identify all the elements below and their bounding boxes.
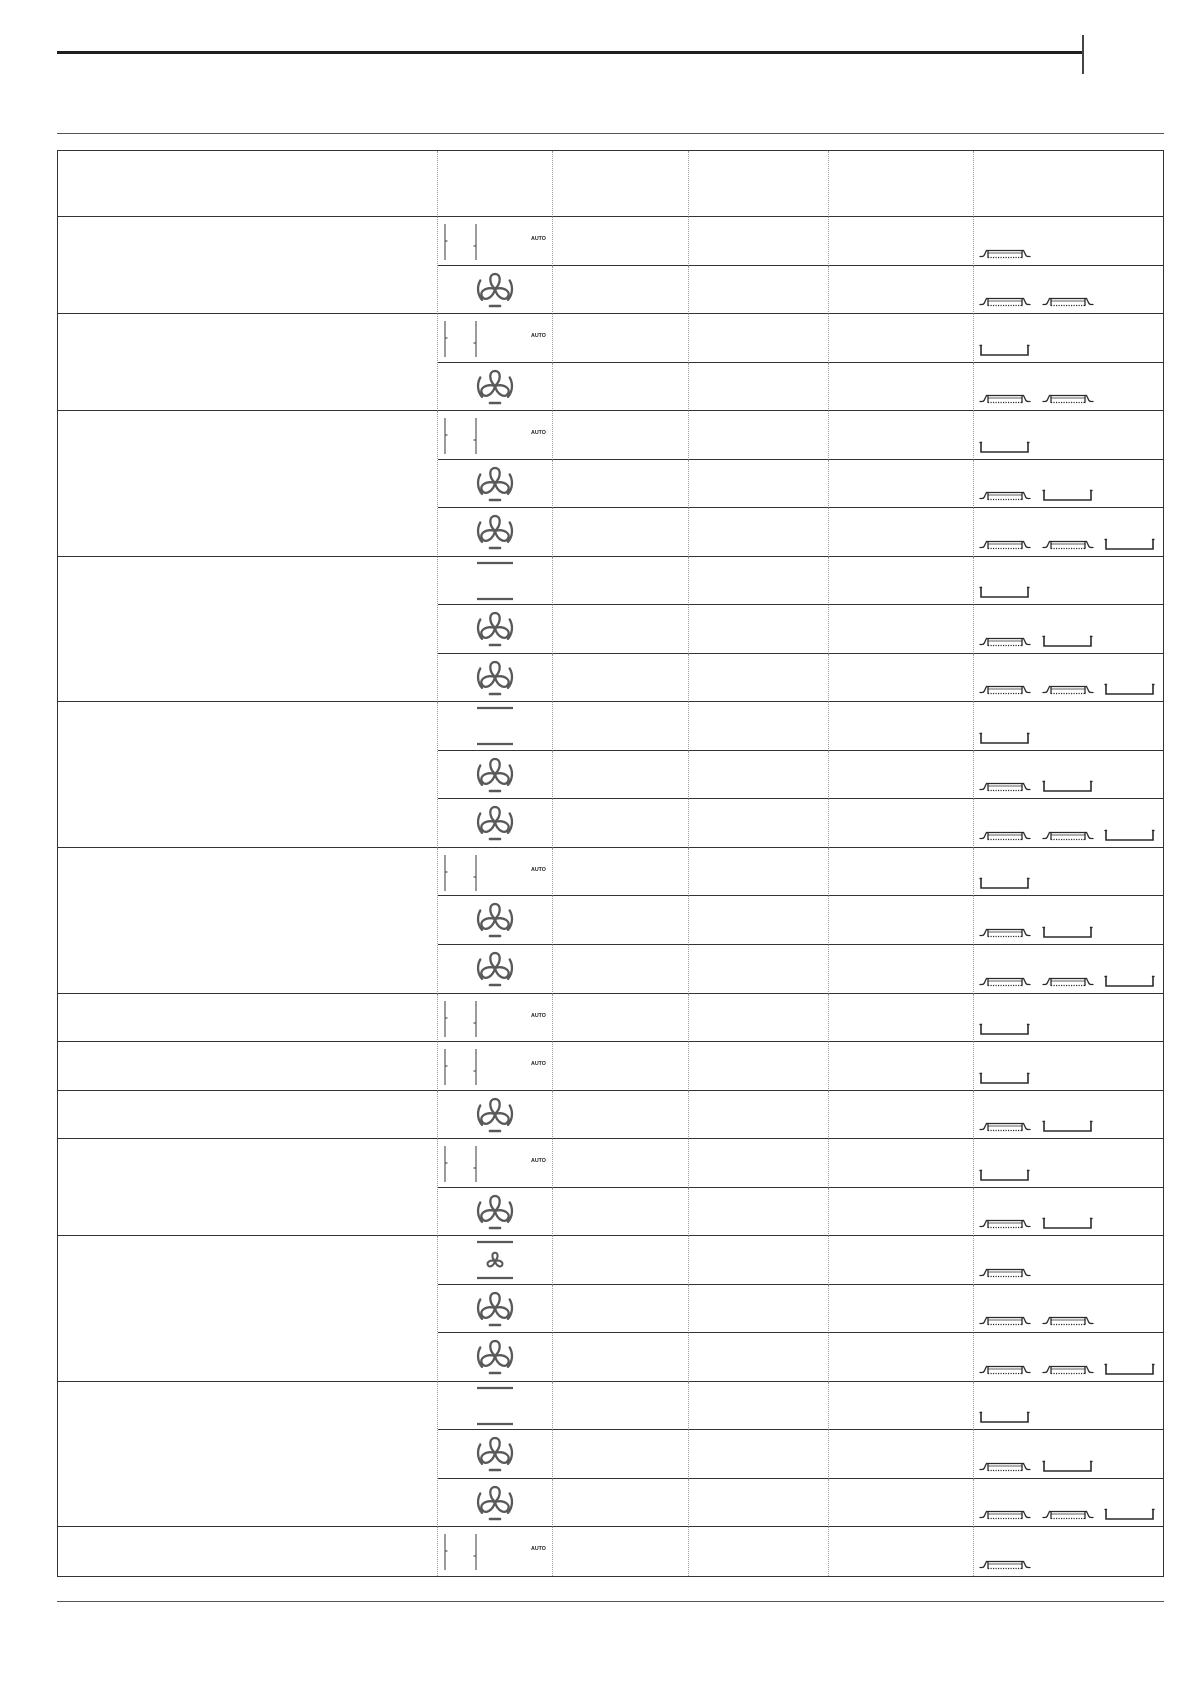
column-5-cell (829, 1139, 974, 1188)
fan-icon (475, 512, 515, 552)
auto-mode-icon (443, 1533, 479, 1571)
column-4-cell (689, 1382, 829, 1431)
cooking-function-cell (438, 363, 553, 412)
cooking-function-cell (438, 605, 553, 654)
fan-top-bottom-heat-icon (475, 1240, 515, 1280)
column-5-cell (829, 994, 974, 1043)
auto-label: AUTO (531, 866, 546, 873)
column-4-cell (689, 1430, 829, 1479)
cooking-function-cell (438, 217, 553, 266)
wire-rack-icon (979, 1460, 1031, 1473)
column-3-cell (553, 848, 689, 897)
top-bottom-heat-icon (475, 1386, 515, 1426)
column-4-cell (689, 1285, 829, 1334)
cooking-function-cell (438, 896, 553, 945)
column-5-cell (829, 1479, 974, 1528)
cooking-function-cell (438, 751, 553, 800)
column-4-cell (689, 799, 829, 848)
shelf-position-cell (974, 1188, 1163, 1237)
dish-name-cell (58, 557, 438, 703)
baking-tray-icon (1042, 1460, 1094, 1473)
shelf-position-cell (974, 1430, 1163, 1479)
wire-rack-icon (979, 780, 1031, 793)
wire-rack-icon (979, 1120, 1031, 1133)
header-tick-mark (1082, 35, 1084, 74)
cooking-function-cell (438, 1285, 553, 1334)
column-3-cell (553, 1285, 689, 1334)
column-3-cell (553, 314, 689, 363)
shelf-position-cell (974, 1285, 1163, 1334)
fan-icon (475, 367, 515, 407)
baking-tray-icon (979, 1023, 1031, 1036)
wire-rack-icon (979, 1266, 1031, 1279)
cooking-function-cell (438, 460, 553, 509)
table-header-cell (829, 151, 974, 217)
fan-icon (475, 1289, 515, 1329)
shelf-position-cell (974, 994, 1163, 1043)
fan-icon (475, 609, 515, 649)
shelf-position-cell (974, 1236, 1163, 1285)
column-4-cell (689, 460, 829, 509)
column-3-cell (553, 799, 689, 848)
cooking-function-cell (438, 945, 553, 994)
column-4-cell (689, 1479, 829, 1528)
wire-rack-icon (979, 1508, 1031, 1521)
auto-label: AUTO (531, 1158, 546, 1165)
column-5-cell (829, 217, 974, 266)
column-3-cell (553, 557, 689, 606)
cooking-function-cell (438, 411, 553, 460)
fan-icon (475, 900, 515, 940)
column-4-cell (689, 314, 829, 363)
cooking-function-cell (438, 1188, 553, 1237)
shelf-position-cell (974, 508, 1163, 557)
auto-mode-icon (443, 1145, 479, 1183)
column-3-cell (553, 411, 689, 460)
column-4-cell (689, 363, 829, 412)
wire-rack-icon (979, 1558, 1031, 1571)
auto-mode-icon (443, 223, 479, 261)
column-4-cell (689, 1042, 829, 1091)
cooking-function-cell (438, 1430, 553, 1479)
shelf-position-cell (974, 751, 1163, 800)
wire-rack-icon (979, 1217, 1031, 1230)
baking-tray-icon (1104, 829, 1156, 842)
fan-icon (475, 803, 515, 843)
column-3-cell (553, 1333, 689, 1382)
footer-rule (57, 1601, 1164, 1602)
shelf-position-cell (974, 654, 1163, 703)
column-4-cell (689, 896, 829, 945)
baking-tray-icon (1042, 489, 1094, 502)
column-5-cell (829, 1042, 974, 1091)
column-3-cell (553, 654, 689, 703)
shelf-position-cell (974, 1479, 1163, 1528)
top-bottom-heat-icon (475, 706, 515, 746)
fan-icon (475, 1095, 515, 1135)
column-3-cell (553, 605, 689, 654)
auto-mode-icon (443, 854, 479, 892)
table-header-cell (974, 151, 1163, 217)
table-header-cell (58, 151, 438, 217)
column-3-cell (553, 363, 689, 412)
auto-label: AUTO (531, 1061, 546, 1068)
auto-mode-icon (443, 417, 479, 455)
column-3-cell (553, 1479, 689, 1528)
shelf-position-cell (974, 1091, 1163, 1140)
column-4-cell (689, 217, 829, 266)
column-3-cell (553, 994, 689, 1043)
column-5-cell (829, 654, 974, 703)
shelf-position-cell (974, 557, 1163, 606)
column-3-cell (553, 1236, 689, 1285)
column-3-cell (553, 945, 689, 994)
cooking-table (57, 150, 1164, 1577)
wire-rack-icon (1042, 392, 1094, 405)
cooking-function-cell (438, 1382, 553, 1431)
baking-tray-icon (1042, 926, 1094, 939)
shelf-position-cell (974, 1139, 1163, 1188)
shelf-position-cell (974, 848, 1163, 897)
wire-rack-icon (979, 635, 1031, 648)
column-4-cell (689, 1188, 829, 1237)
column-5-cell (829, 1188, 974, 1237)
dish-name-cell (58, 1236, 438, 1382)
fan-icon (475, 658, 515, 698)
column-5-cell (829, 1430, 974, 1479)
column-5-cell (829, 945, 974, 994)
column-3-cell (553, 508, 689, 557)
fan-icon (475, 755, 515, 795)
column-5-cell (829, 1527, 974, 1576)
dish-name-cell (58, 411, 438, 557)
baking-tray-icon (979, 732, 1031, 745)
baking-tray-icon (1042, 1217, 1094, 1230)
wire-rack-icon (979, 683, 1031, 696)
column-5-cell (829, 508, 974, 557)
column-5-cell (829, 1382, 974, 1431)
baking-tray-icon (979, 877, 1031, 890)
baking-tray-icon (1104, 1508, 1156, 1521)
column-4-cell (689, 1333, 829, 1382)
column-3-cell (553, 896, 689, 945)
column-5-cell (829, 1333, 974, 1382)
dish-name-cell (58, 314, 438, 411)
wire-rack-icon (1042, 538, 1094, 551)
column-5-cell (829, 1236, 974, 1285)
cooking-function-cell (438, 1527, 553, 1576)
fan-icon (475, 949, 515, 989)
cooking-function-cell (438, 1139, 553, 1188)
fan-icon (475, 1337, 515, 1377)
baking-tray-icon (1042, 635, 1094, 648)
baking-tray-icon (979, 1411, 1031, 1424)
shelf-position-cell (974, 605, 1163, 654)
wire-rack-icon (979, 392, 1031, 405)
wire-rack-icon (979, 975, 1031, 988)
shelf-position-cell (974, 945, 1163, 994)
baking-tray-icon (1042, 1120, 1094, 1133)
shelf-position-cell (974, 363, 1163, 412)
baking-tray-icon (979, 441, 1031, 454)
wire-rack-icon (1042, 975, 1094, 988)
baking-tray-icon (1104, 683, 1156, 696)
column-5-cell (829, 363, 974, 412)
baking-tray-icon (1104, 975, 1156, 988)
cooking-function-cell (438, 702, 553, 751)
dish-name-cell (58, 994, 438, 1043)
cooking-function-cell (438, 1236, 553, 1285)
shelf-position-cell (974, 411, 1163, 460)
auto-label: AUTO (531, 430, 546, 437)
wire-rack-icon (979, 829, 1031, 842)
fan-icon (475, 1434, 515, 1474)
column-3-cell (553, 460, 689, 509)
dish-name-cell (58, 1091, 438, 1140)
table-header-cell (553, 151, 689, 217)
column-4-cell (689, 605, 829, 654)
column-3-cell (553, 1139, 689, 1188)
wire-rack-icon (1042, 683, 1094, 696)
wire-rack-icon (979, 1314, 1031, 1327)
column-3-cell (553, 1430, 689, 1479)
cooking-function-cell (438, 1091, 553, 1140)
column-3-cell (553, 1527, 689, 1576)
column-4-cell (689, 945, 829, 994)
baking-tray-icon (979, 1169, 1031, 1182)
column-5-cell (829, 266, 974, 315)
auto-label: AUTO (531, 1546, 546, 1553)
column-4-cell (689, 994, 829, 1043)
auto-mode-icon (443, 1048, 479, 1086)
column-3-cell (553, 266, 689, 315)
wire-rack-icon (979, 1363, 1031, 1376)
fan-icon (475, 270, 515, 310)
cooking-function-cell (438, 557, 553, 606)
column-3-cell (553, 1188, 689, 1237)
column-4-cell (689, 1527, 829, 1576)
column-5-cell (829, 557, 974, 606)
column-4-cell (689, 848, 829, 897)
column-3-cell (553, 751, 689, 800)
wire-rack-icon (1042, 295, 1094, 308)
column-5-cell (829, 1285, 974, 1334)
column-4-cell (689, 411, 829, 460)
shelf-position-cell (974, 217, 1163, 266)
shelf-position-cell (974, 460, 1163, 509)
dish-name-cell (58, 1382, 438, 1528)
column-4-cell (689, 702, 829, 751)
wire-rack-icon (979, 247, 1031, 260)
dish-name-cell (58, 217, 438, 314)
shelf-position-cell (974, 314, 1163, 363)
dish-name-cell (58, 1527, 438, 1576)
baking-tray-icon (979, 344, 1031, 357)
baking-tray-icon (979, 1072, 1031, 1085)
cooking-function-cell (438, 314, 553, 363)
column-5-cell (829, 751, 974, 800)
wire-rack-icon (1042, 1508, 1094, 1521)
wire-rack-icon (979, 538, 1031, 551)
auto-mode-icon (443, 320, 479, 358)
auto-label: AUTO (531, 333, 546, 340)
shelf-position-cell (974, 1382, 1163, 1431)
baking-tray-icon (979, 586, 1031, 599)
column-4-cell (689, 1139, 829, 1188)
wire-rack-icon (979, 926, 1031, 939)
column-4-cell (689, 508, 829, 557)
cooking-function-cell (438, 1479, 553, 1528)
dish-name-cell (58, 1042, 438, 1091)
column-5-cell (829, 1091, 974, 1140)
top-bottom-heat-icon (475, 561, 515, 601)
column-5-cell (829, 848, 974, 897)
column-5-cell (829, 605, 974, 654)
shelf-position-cell (974, 266, 1163, 315)
table-header-cell (438, 151, 553, 217)
column-5-cell (829, 896, 974, 945)
column-4-cell (689, 654, 829, 703)
section-rule (57, 133, 1164, 134)
column-5-cell (829, 460, 974, 509)
cooking-function-cell (438, 1333, 553, 1382)
auto-mode-icon (443, 1000, 479, 1038)
dish-name-cell (58, 702, 438, 848)
wire-rack-icon (1042, 829, 1094, 842)
auto-label: AUTO (531, 236, 546, 242)
column-3-cell (553, 1042, 689, 1091)
shelf-position-cell (974, 799, 1163, 848)
dish-name-cell (58, 848, 438, 994)
column-3-cell (553, 1382, 689, 1431)
auto-label: AUTO (531, 1012, 546, 1019)
baking-tray-icon (1104, 538, 1156, 551)
column-3-cell (553, 702, 689, 751)
baking-tray-icon (1104, 1363, 1156, 1376)
cooking-function-cell (438, 508, 553, 557)
baking-tray-icon (1042, 780, 1094, 793)
column-4-cell (689, 751, 829, 800)
column-4-cell (689, 1236, 829, 1285)
column-5-cell (829, 411, 974, 460)
shelf-position-cell (974, 1527, 1163, 1576)
fan-icon (475, 1192, 515, 1232)
wire-rack-icon (1042, 1363, 1094, 1376)
column-4-cell (689, 1091, 829, 1140)
shelf-position-cell (974, 896, 1163, 945)
column-5-cell (829, 314, 974, 363)
shelf-position-cell (974, 1333, 1163, 1382)
column-5-cell (829, 799, 974, 848)
cooking-function-cell (438, 799, 553, 848)
cooking-function-cell (438, 266, 553, 315)
cooking-function-cell (438, 994, 553, 1043)
shelf-position-cell (974, 702, 1163, 751)
column-3-cell (553, 1091, 689, 1140)
column-4-cell (689, 557, 829, 606)
cooking-function-cell (438, 1042, 553, 1091)
shelf-position-cell (974, 1042, 1163, 1091)
wire-rack-icon (979, 489, 1031, 502)
column-3-cell (553, 217, 689, 266)
fan-icon (475, 464, 515, 504)
fan-icon (475, 1483, 515, 1523)
header-rule (57, 51, 1083, 54)
dish-name-cell (58, 1139, 438, 1236)
wire-rack-icon (1042, 1314, 1094, 1327)
wire-rack-icon (979, 295, 1031, 308)
cooking-function-cell (438, 848, 553, 897)
table-header-cell (689, 151, 829, 217)
cooking-function-cell (438, 654, 553, 703)
column-4-cell (689, 266, 829, 315)
column-5-cell (829, 702, 974, 751)
